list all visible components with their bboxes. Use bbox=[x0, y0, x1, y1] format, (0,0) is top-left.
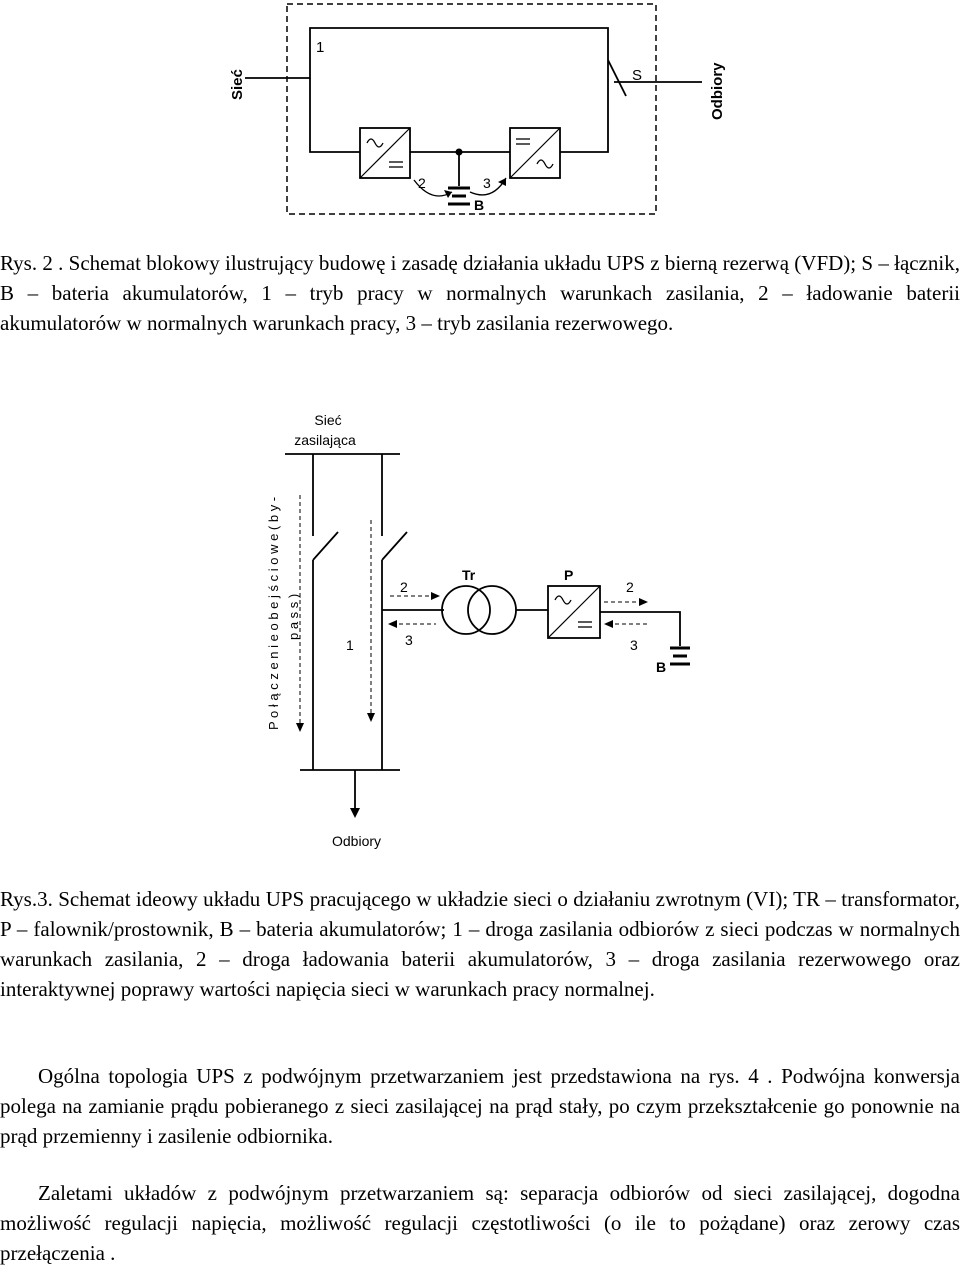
lower-path bbox=[310, 78, 360, 152]
path-3-head bbox=[388, 620, 397, 628]
path-1-head bbox=[367, 713, 375, 722]
paragraph-advantages-text: Zaletami układów z podwójnym przetwarzaniem są: separacja odbiorów od sieci zasilającej, dogodna możliwość regulacji napięcia, możliwość regulacji częstotliwości (o ile to pożądane) oraz zerowy czas przełączenia . bbox=[0, 1181, 960, 1265]
label-b: B bbox=[656, 659, 667, 675]
label-3b: 3 bbox=[630, 637, 638, 653]
label-bypass-line1: P o ł ą c z e n i e o b e j ś c i o w e ( b y - bbox=[266, 496, 281, 730]
figure-2-caption: Rys. 2 . Schemat blokowy ilustrujący budowę i zasadę działania układu UPS z bierną rezerwą (VFD); S – łącznik, B – bateria akumulatorów, 1 – tryb pracy w normalnych warunkach zasilania, 2 – ładowanie baterii akumulatorów w normalnych warunkach pracy, 3 – tryb zasilania rezerwowego. bbox=[0, 251, 960, 335]
bus-path-1 bbox=[287, 28, 608, 78]
path-3b-head bbox=[604, 620, 613, 628]
path-2-head bbox=[431, 592, 440, 600]
dc-to-battery bbox=[600, 612, 680, 646]
switch-s bbox=[608, 60, 626, 96]
bypass-dashed-head bbox=[296, 723, 304, 732]
rectifier-diagonal bbox=[360, 128, 410, 178]
inverter-ac-symbol bbox=[537, 160, 553, 168]
output-arrow-head bbox=[350, 808, 360, 818]
label-3a: 3 bbox=[405, 632, 413, 648]
label-3: 3 bbox=[483, 175, 491, 191]
label-2b: 2 bbox=[626, 579, 634, 595]
label-p: P bbox=[564, 567, 574, 583]
ups-enclosure-frame bbox=[287, 4, 656, 214]
main-switch bbox=[382, 532, 407, 560]
label-1: 1 bbox=[346, 637, 354, 653]
path-2b-head bbox=[639, 598, 648, 606]
bypass-switch bbox=[313, 532, 338, 560]
label-siec: Sieć bbox=[229, 69, 246, 100]
label-zasilajaca: zasilająca bbox=[294, 432, 356, 448]
paragraph-topology bbox=[0, 1061, 960, 1151]
converter-ac-symbol bbox=[555, 596, 571, 604]
inverter-diagonal bbox=[510, 128, 560, 178]
figure-2-vfd-block-diagram bbox=[0, 0, 960, 240]
label-1: 1 bbox=[316, 39, 325, 56]
label-b: B bbox=[474, 197, 485, 213]
paragraph-topology-text: Ogólna topologia UPS z podwójnym przetwarzaniem jest przedstawiona na rys. 4 . Podwójna konwersja polega na zamianie prądu pobieranego z sieci zasilającej na prąd stały, po czym przekształcenie go ponownie na prąd przemienny i zasilenie odbiornika. bbox=[0, 1064, 960, 1148]
rectifier-ac-symbol bbox=[367, 139, 383, 147]
label-2a: 2 bbox=[400, 579, 408, 595]
figure-3-vi-schematic bbox=[0, 400, 960, 860]
arrow-2-head bbox=[444, 190, 452, 198]
transformer-coil-1 bbox=[442, 586, 490, 634]
transformer-coil-2 bbox=[468, 586, 516, 634]
converter-diagonal bbox=[548, 586, 600, 638]
paragraph-advantages bbox=[0, 1178, 960, 1268]
inverter-output bbox=[560, 82, 608, 152]
label-bypass-line2: p a s s ) bbox=[286, 593, 301, 640]
label-siec: Sieć bbox=[314, 412, 342, 428]
label-tr: Tr bbox=[462, 567, 476, 583]
label-2: 2 bbox=[418, 175, 426, 191]
label-odbiory: Odbiory bbox=[332, 833, 382, 849]
label-s: S bbox=[632, 67, 643, 84]
label-odbiory: Odbiory bbox=[709, 62, 726, 120]
figure-3-caption: Rys.3. Schemat ideowy układu UPS pracującego w układzie sieci o działaniu zwrotnym (VI); TR – transformator, P – falownik/prostownik, B – bateria akumulatorów; 1 – droga zasilania odbiorów z sieci podczas w normalnych warunkach zasilania, 2 – droga ładowania baterii akumulatorów, 3 – droga zasilania rezerwowego oraz interaktywnej poprawy wartości napięcia sieci w warunkach pracy normalnej. bbox=[0, 887, 960, 1001]
